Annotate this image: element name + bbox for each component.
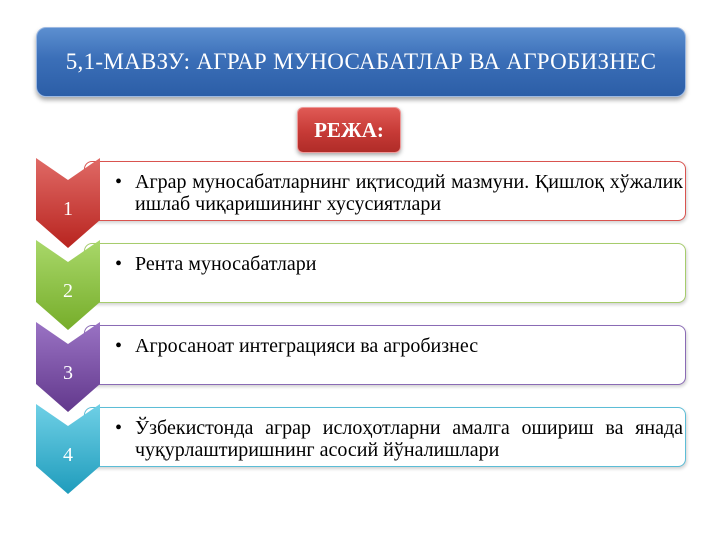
item-number-4: 4 [63, 444, 73, 466]
item-box-4 [84, 407, 686, 467]
list-item-1 [0, 158, 720, 248]
page-title: 5,1-МАВЗУ: АГРАР МУНОСАБАТЛАР ВА АГРОБИЗНЕС [65, 49, 657, 74]
item-box-2 [84, 243, 686, 303]
bullet-1: • [115, 171, 123, 193]
item-number-1: 1 [63, 198, 73, 220]
item-text-4: Ўзбекистонда аграр ислоҳотларни амалга ошириш ва янада чуқурлаштиришнинг асосий йўналишлари [135, 417, 683, 461]
bullet-4: • [115, 417, 123, 439]
list-item-4 [0, 404, 720, 494]
bullet-2: • [115, 253, 123, 275]
bullet-3: • [115, 335, 123, 357]
plan-badge [297, 107, 401, 153]
item-text-2: Рента муносабатлари [135, 253, 317, 275]
item-text-1: Аграр муносабатларнинг иқтисодий мазмуни. Қишлоқ хўжалик ишлаб чиқаришининг хусусиятлари [135, 171, 683, 215]
title-banner [36, 27, 686, 97]
item-number-3: 3 [63, 362, 73, 384]
list-item-2 [0, 240, 720, 330]
list-item-3 [0, 322, 720, 412]
item-text-3: Агросаноат интеграцияси ва агробизнес [135, 335, 479, 357]
plan-label: РЕЖА: [314, 117, 384, 142]
item-box-3 [84, 325, 686, 385]
item-box-1 [84, 161, 686, 221]
item-number-2: 2 [63, 280, 73, 302]
